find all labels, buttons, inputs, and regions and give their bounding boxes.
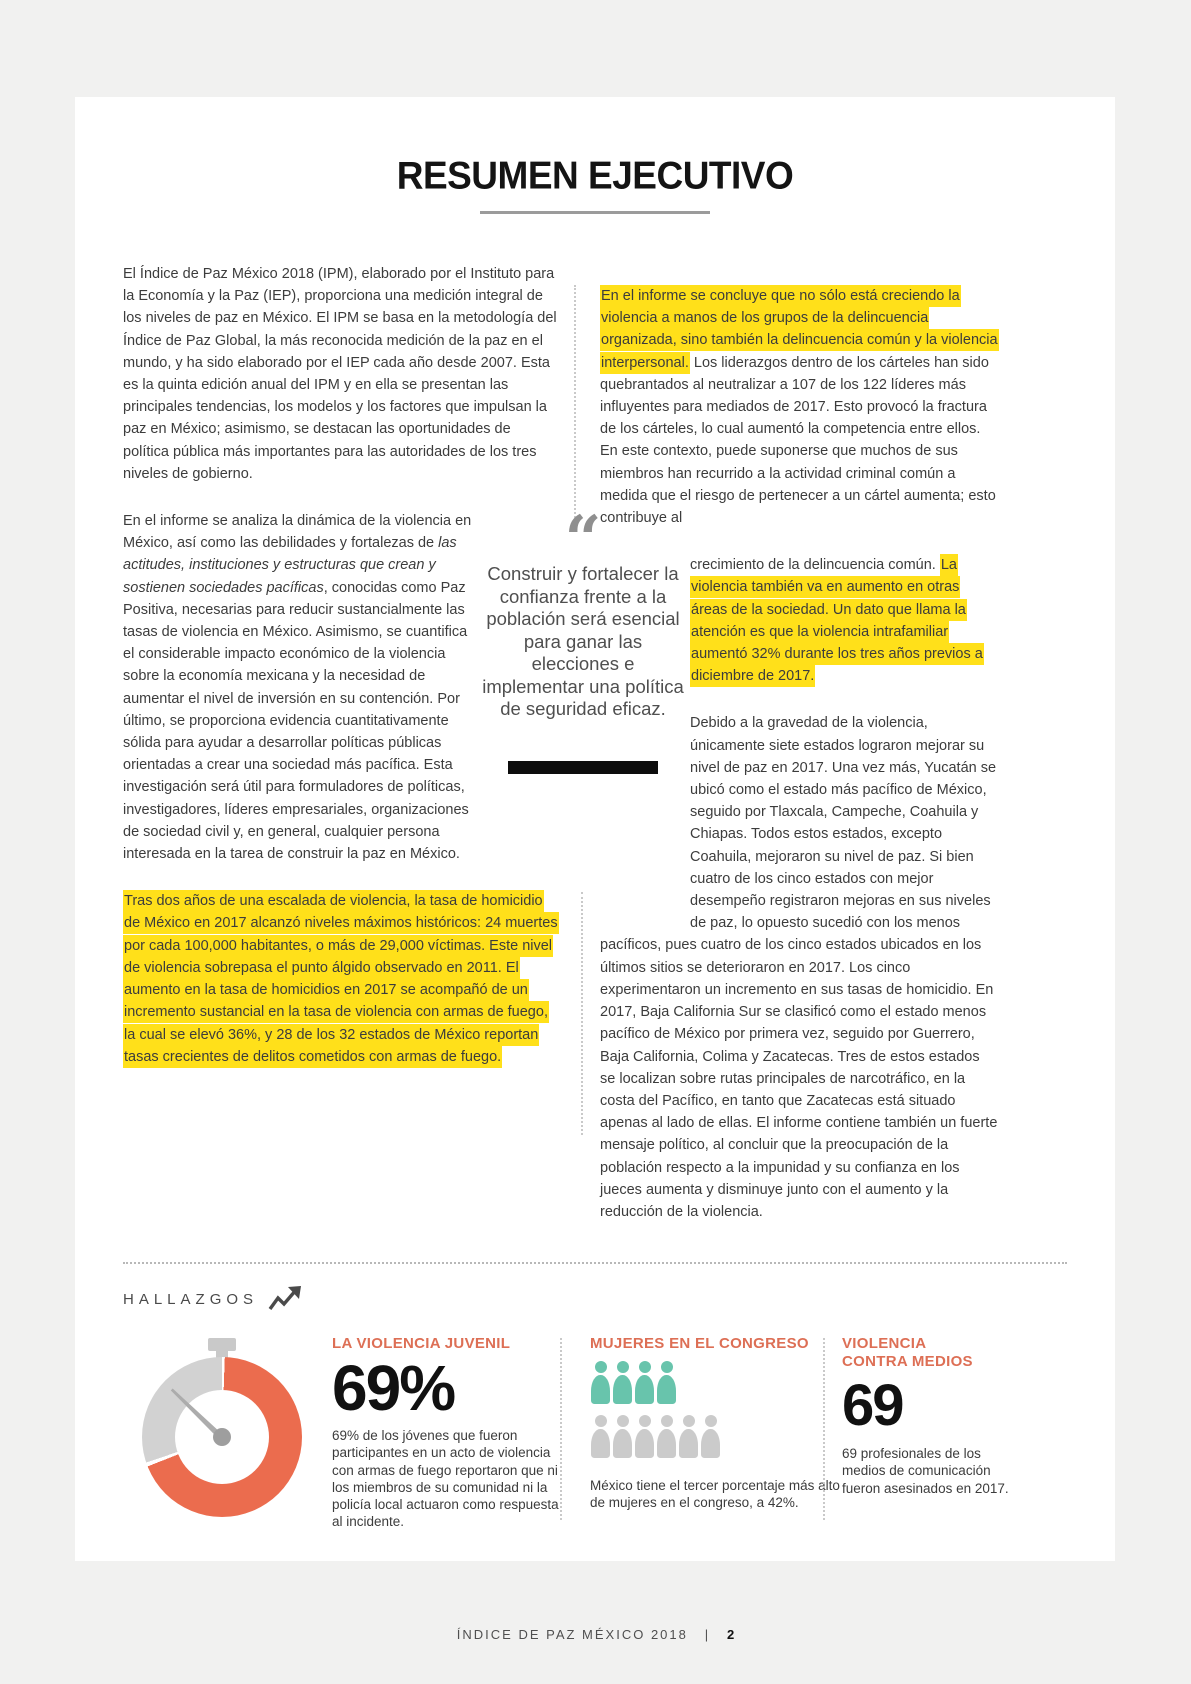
finding-description: 69% de los jóvenes que fueron participantes en un acto de violencia con armas de fuego reportaron que ni los miembros de su comunidad ni la policía local actuaron como respuesta al incidente. bbox=[332, 1428, 559, 1530]
paragraph-homicide-highlight: Tras dos años de una escalada de violencia, la tasa de homicidio de México en 2017 alcanzó niveles máximos históricos: 24 muertes por cada 100,000 habitantes, o más de 29,000 víctimas. Este nivel de violencia sobrepasa el punto álgido observado en 2011. El aumento en la tasa de homicidios en 2017 se acompañó de un incremento sustancial en la tasa de violencia con armas de fuego, la cual se elevó 36%, y 28 de los 32 estados de México reportan tasas crecientes de delitos cometidos con armas de fuego. bbox=[123, 890, 559, 1068]
findings-divider bbox=[123, 1262, 1067, 1264]
paragraph-intro: El Índice de Paz México 2018 (IPM), elaborado por el Instituto para la Economía y la Paz (IEP), proporciona una medición integral de los niveles de paz en México. El IPM se basa en la metodología del Índice de Paz Global, la más reconocida medición de la paz en el mundo, y ha sido elaborado por el IEP cada año desde 2007. Esta es la quinta edición anual del IPM y en ella se presentan las principales tendencias, los modelos y los factores que impulsan la paz en México; asimismo, se destacan las oportunidades de política pública más importantes para las autoridades de los tres niveles de gobierno. bbox=[123, 266, 557, 482]
paragraph-analysis: En el informe se analiza la dinámica de la violencia en México, así como las debilidades y fortalezas de las actitudes, instituciones y estructuras que crean y sostienen sociedades pacíficas, conocidas como Paz Positiva, necesarias para reducir sustancialmente las tasas de violencia en México. Asimismo, se cuantifica el considerable impacto económico de la violencia sobre la economía mexicana y la necesidad de aumentar el nivel de inversión en su contención. Por último, se proporciona evidencia cuantitativamente sólida para ayudar a desarrollar políticas públicas orientadas a crear una sociedad más pacífica. Esta investigación será útil para formuladores de políticas, investigadores, líderes empresariales, organizaciones de sociedad civil y, en general, cualquier persona interesada en la tarea de construir la paz en México. bbox=[123, 510, 559, 865]
finding-youth-violence bbox=[332, 1335, 578, 1531]
title-underline bbox=[480, 211, 710, 214]
finding-media-violence bbox=[842, 1335, 1032, 1497]
paragraph-violence-growth: crecimiento de la delincuencia común. La violencia también va en aumento en otras áreas de la sociedad. Un dato que llama la atención es que la violencia intrafamiliar aumentó 32% durante los tres años previos a diciembre de 2017. bbox=[690, 554, 998, 687]
column-divider-top bbox=[574, 285, 576, 522]
findings-label bbox=[123, 1285, 302, 1313]
column-divider-bottom bbox=[581, 892, 583, 1135]
page-title: RESUMEN EJECUTIVO bbox=[396, 154, 794, 197]
paragraph-conclusion-highlight: En el informe se concluye que no sólo está creciendo la violencia a manos de los grupos de la delincuencia organizada, sino también la delincuencia común y la violencia interpersonal. Los liderazgos dentro de los cárteles han sido quebrantados al neutralizar a 107 de los 122 líderes más influyentes para mediados de 2017. Esto provocó la fractura de los cárteles, lo cual aumentó la competencia entre ellos. En este contexto, puede suponerse que muchos de sus miembros han recurrido a la actividad criminal común a medida que el riesgo de pertenecer a un cártel aumenta; esto contribuye al bbox=[600, 285, 998, 529]
finding-heading: LA VIOLENCIA JUVENIL bbox=[332, 1335, 511, 1352]
finding-stat: 69 bbox=[842, 1373, 903, 1438]
finding-heading: MUJERES EN EL CONGRESO bbox=[590, 1335, 809, 1352]
finding-description: México tiene el tercer porcentaje más alto de mujeres en el congreso, a 42%. bbox=[590, 1478, 840, 1511]
page-footer bbox=[0, 1627, 1191, 1642]
person-icon bbox=[678, 1415, 699, 1459]
findings-label-text: HALLAZGOS bbox=[123, 1290, 259, 1308]
women-pictogram bbox=[590, 1361, 840, 1461]
footer-title: ÍNDICE DE PAZ MÉXICO 2018 bbox=[456, 1627, 688, 1642]
person-icon bbox=[634, 1415, 655, 1459]
person-icon bbox=[612, 1415, 633, 1459]
pictogram-row bbox=[590, 1415, 840, 1461]
person-icon bbox=[590, 1415, 611, 1459]
person-icon bbox=[656, 1415, 677, 1459]
pull-quote bbox=[482, 502, 684, 774]
paragraph-states: Debido a la gravedad de la violencia, únicamente siete estados lograron mejorar su nivel de paz en 2017. Una vez más, Yucatán se ubicó como el estado más pacífico de México, seguido por Tlaxcala, Campeche, Coahuila y Chiapas. Todos estos estados, excepto Coahuila, mejoraron su nivel de paz. Si bien cuatro de los cinco estados con mejor desempeño registraron mejoras en sus niveles de paz, lo opuesto sucedió con los menos pacíficos, pues cuatro de los cinco estados ubicados en los últimos sitios se deterioraron en 2017. Los cinco experimentaron un incremento en sus tasas de homicidio. En 2017, Baja California Sur se clasificó como el estado menos pacífico de México por primera vez, seguido por Guerrero, Baja California, Colima y Zacatecas. Tres de estos estados se localizan sobre rutas principales de narcotráfico, en la costa del Pacífico, en tanto que Zacatecas está situado apenas al lado de ellas. El informe contiene también un fuerte mensaje político, al concluir que la preocupación de la población respecto a la impunidad y su confianza en los jueces aumenta y disminuye junto con el aumento y la reducción de la violencia. bbox=[600, 712, 998, 1223]
quote-black-bar bbox=[508, 761, 658, 774]
quote-mark-icon: “ bbox=[564, 502, 602, 577]
person-icon bbox=[590, 1361, 611, 1405]
finding-heading: VIOLENCIA CONTRA MEDIOS bbox=[842, 1335, 973, 1370]
person-icon bbox=[700, 1415, 721, 1459]
pull-quote-text: Construir y fortalecer la confianza frente a la población será esencial para ganar las elecciones e implementar una política de seguridad eficaz. bbox=[482, 563, 684, 719]
finding-stat: 69% bbox=[332, 1352, 455, 1424]
footer-separator: | bbox=[704, 1627, 711, 1642]
person-icon bbox=[656, 1361, 677, 1405]
stopwatch-hub-icon bbox=[213, 1428, 231, 1446]
person-icon bbox=[612, 1361, 633, 1405]
footer-page-number: 2 bbox=[726, 1627, 735, 1642]
finding-women-congress bbox=[590, 1335, 840, 1512]
findings-divider-1 bbox=[560, 1338, 562, 1520]
document-page bbox=[75, 97, 1115, 1561]
finding-description: 69 profesionales de los medios de comunicación fueron asesinados en 2017. bbox=[842, 1446, 1009, 1496]
pictogram-row bbox=[590, 1361, 840, 1407]
trend-arrow-icon bbox=[268, 1285, 302, 1313]
findings-divider-2 bbox=[823, 1338, 825, 1520]
person-icon bbox=[634, 1361, 655, 1405]
